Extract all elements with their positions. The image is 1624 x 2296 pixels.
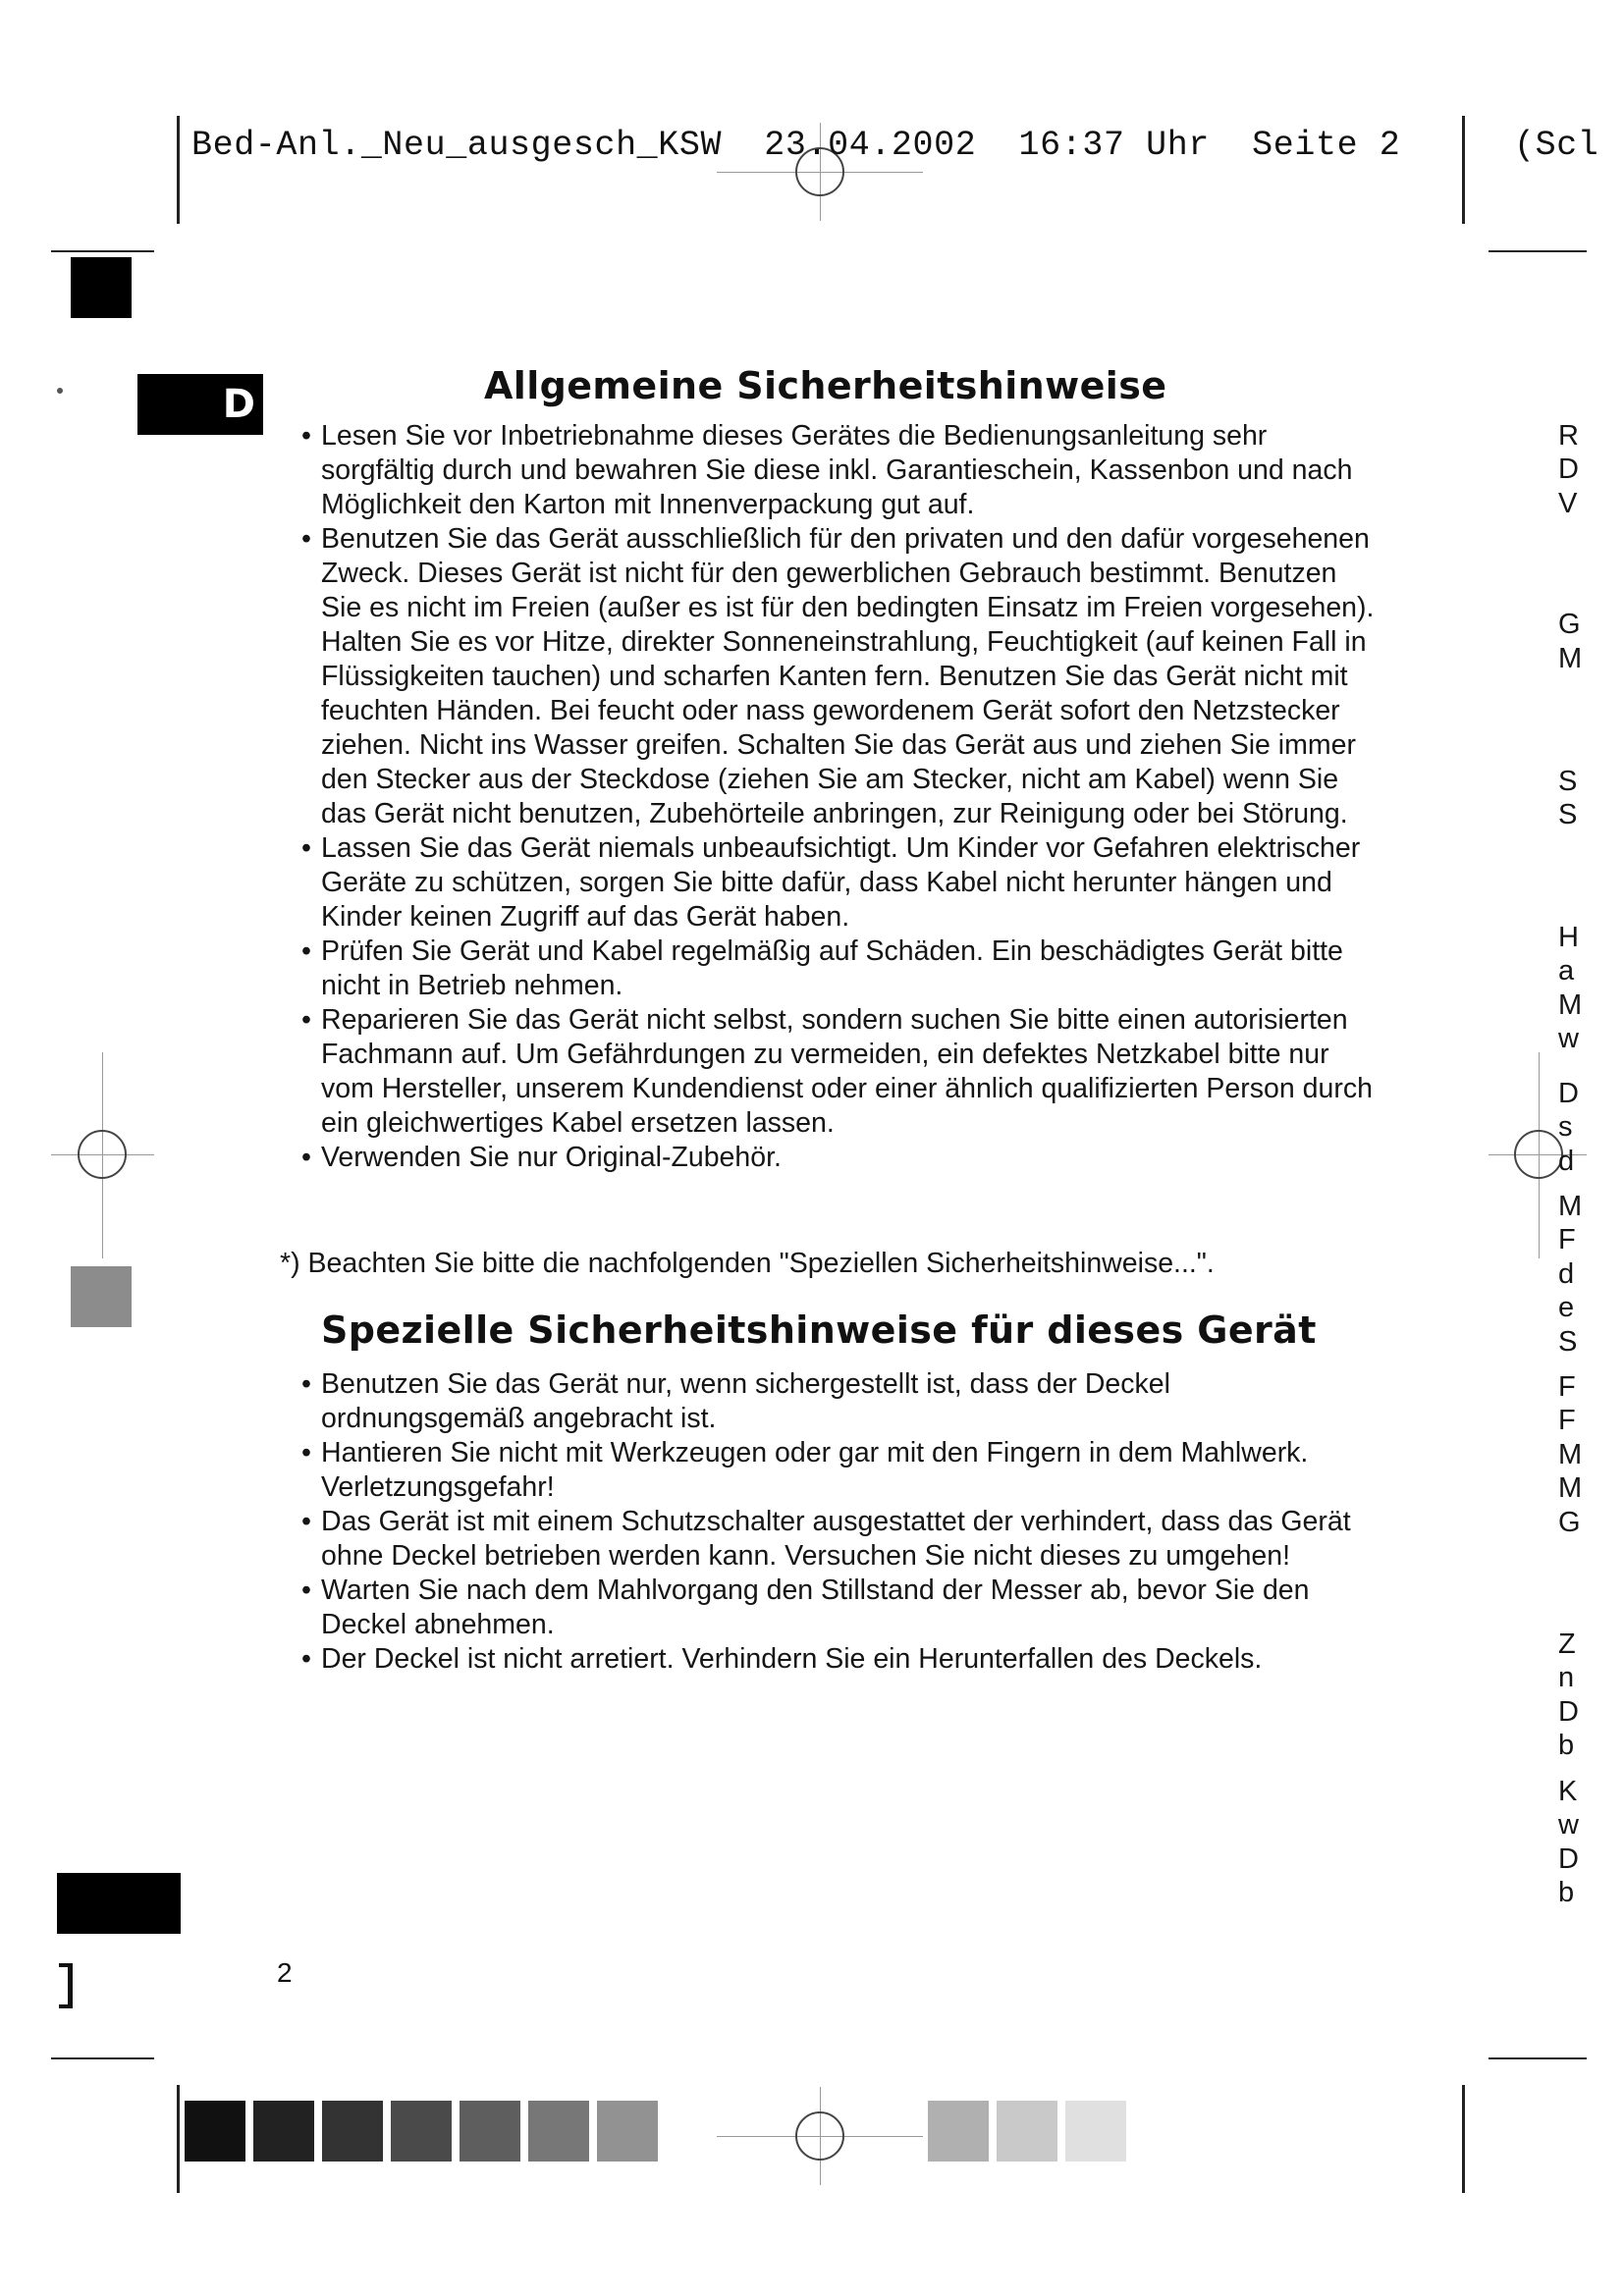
list-item: • Verwenden Sie nur Original-Zubehör. (280, 1141, 1375, 1175)
edge-mark-left (57, 388, 63, 394)
color-swatch (928, 2101, 989, 2162)
next-page-fragment: w (1558, 1023, 1579, 1054)
next-page-fragment: M (1558, 989, 1583, 1021)
crop-mark-bottom-left-vertical (177, 2085, 180, 2193)
black-marker-top (71, 257, 132, 318)
color-swatch (322, 2101, 383, 2162)
crop-mark-top-left-vertical (177, 116, 180, 224)
page-number: 2 (277, 1957, 293, 1988)
list-item: • Benutzen Sie das Gerät ausschließlich für den privaten und den dafür vorgesehenen Zweck. Dieses Gerät ist nicht für den gewerblichen Gebrauch bestimmt. Benutzen Sie es nicht im Freien (außer es ist für den bedingten Einsatz im Freien vorgesehen). Halten Sie es vor Hitze, direkter Sonneneinstrahlung, Feuchtigkeit (auf keinen Fall in Flüssigkeiten tauchen) und scharfen Kanten fern. Benutzen Sie das Gerät nicht mit feuchten Händen. Bei feucht oder nass gewordenem Gerät sofort den Netzstecker ziehen. Nicht ins Wasser greifen. Schalten Sie das Gerät aus und ziehen Sie immer den Stecker aus der Steckdose (ziehen Sie am Stecker, nicht am Kabel) wenn Sie das Gerät nicht benutzen, Zubehörteile anbringen, zur Reinigung oder bei Störung. (280, 522, 1375, 831)
next-page-fragment: e (1558, 1292, 1575, 1323)
color-swatch (391, 2101, 452, 2162)
next-page-fragment: H (1558, 922, 1579, 953)
gray-marker (71, 1266, 132, 1327)
section-device-safety-list (280, 1367, 1375, 1677)
color-swatch (185, 2101, 245, 2162)
next-page-fragment: n (1558, 1662, 1575, 1693)
next-page-fragment: K (1558, 1776, 1578, 1807)
list-item: • Lassen Sie das Gerät niemals unbeaufsichtigt. Um Kinder vor Gefahren elektrischer Geräte zu schützen, sorgen Sie bitte dafür, dass Kabel nicht herunter hängen und Kinder keinen Zugriff auf das Gerät haben. (280, 831, 1375, 934)
color-swatch (460, 2101, 520, 2162)
list-item: • Prüfen Sie Gerät und Kabel regelmäßig auf Schäden. Ein beschädigtes Gerät bitte nicht in Betrieb nehmen. (280, 934, 1375, 1003)
list-item: • Hantieren Sie nicht mit Werkzeugen oder gar mit den Fingern in dem Mahlwerk. Verletzungsgefahr! (280, 1436, 1375, 1505)
print-slug: Bed-Anl._Neu_ausgesch_KSW 23.04.2002 16:37 Uhr Seite 2 (191, 126, 1401, 165)
next-page-fragment: d (1558, 1258, 1575, 1290)
next-page-fragment: V (1558, 488, 1578, 519)
next-page-fragment: S (1558, 1326, 1578, 1358)
next-page-fragment: M (1558, 1191, 1583, 1222)
color-swatch (1065, 2101, 1126, 2162)
section-device-safety-title: Spezielle Sicherheitshinweise für dieses Gerät (321, 1308, 1317, 1352)
next-page-fragment: R (1558, 420, 1579, 452)
next-page-fragment: d (1558, 1146, 1575, 1177)
crop-mark-bottom-right-vertical (1462, 2085, 1465, 2193)
color-swatch (997, 2101, 1057, 2162)
next-page-fragment: F (1558, 1224, 1576, 1255)
color-swatch (253, 2101, 314, 2162)
crop-mark-top-right-vertical (1462, 116, 1465, 224)
registration-mark-right (1514, 1130, 1563, 1179)
black-marker-bottom (57, 1873, 181, 1934)
next-page-fragment: F (1558, 1371, 1576, 1403)
edge-bracket-left (59, 1963, 73, 2008)
list-item: • Reparieren Sie das Gerät nicht selbst, sondern suchen Sie bitte einen autorisierten Fachmann auf. Um Gefährdungen zu vermeiden, ein defektes Netzkabel bitte nur vom Hersteller, unserem Kundendienst oder einer ähnlich qualifizierten Person durch ein gleichwertiges Kabel ersetzen lassen. (280, 1003, 1375, 1141)
list-item: • Der Deckel ist nicht arretiert. Verhindern Sie ein Herunterfallen des Deckels. (280, 1642, 1375, 1677)
language-tab (137, 374, 263, 435)
crop-mark-top-left-horizontal (51, 250, 154, 252)
list-item: • Warten Sie nach dem Mahlvorgang den Stillstand der Messer ab, bevor Sie den Deckel abnehmen. (280, 1574, 1375, 1642)
next-page-fragment: D (1558, 1696, 1579, 1728)
next-page-fragment: b (1558, 1877, 1575, 1908)
registration-mark-bottom (795, 2111, 844, 2161)
next-page-fragment: M (1558, 643, 1583, 674)
next-page-fragment: G (1558, 609, 1581, 640)
language-tab-letter: D (222, 382, 255, 427)
color-swatch (597, 2101, 658, 2162)
next-page-fragment: F (1558, 1405, 1576, 1436)
next-page-fragment: S (1558, 766, 1578, 797)
registration-mark-left (78, 1130, 127, 1179)
print-slug-fragment: (Scl (1514, 126, 1599, 165)
next-page-fragment: M (1558, 1439, 1583, 1470)
next-page-fragment: s (1558, 1111, 1573, 1143)
next-page-fragment: a (1558, 955, 1575, 987)
next-page-fragment: M (1558, 1472, 1583, 1504)
next-page-fragment: Z (1558, 1629, 1576, 1660)
next-page-fragment: D (1558, 1843, 1579, 1875)
next-page-fragment: G (1558, 1507, 1581, 1538)
crop-mark-top-right-horizontal (1489, 250, 1587, 252)
next-page-fragment: w (1558, 1809, 1579, 1841)
list-item: • Lesen Sie vor Inbetriebnahme dieses Gerätes die Bedienungsanleitung sehr sorgfältig durch und bewahren Sie diese inkl. Garantieschein, Kassenbon und nach Möglichkeit den Karton mit Innenverpackung gut auf. (280, 419, 1375, 522)
next-page-fragment: b (1558, 1730, 1575, 1761)
list-item: • Benutzen Sie das Gerät nur, wenn sichergestellt ist, dass der Deckel ordnungsgemäß angebracht ist. (280, 1367, 1375, 1436)
crop-mark-bottom-left-horizontal (51, 2057, 154, 2059)
section-general-safety-title: Allgemeine Sicherheitshinweise (484, 364, 1167, 407)
section-general-safety-list (280, 419, 1375, 1175)
list-item: • Das Gerät ist mit einem Schutzschalter ausgestattet der verhindert, dass das Gerät ohne Deckel betrieben werden kann. Versuchen Sie nicht dieses zu umgehen! (280, 1505, 1375, 1574)
next-page-fragment: D (1558, 454, 1579, 485)
next-page-fragment: D (1558, 1078, 1579, 1109)
color-swatch (528, 2101, 589, 2162)
special-safety-note: *) Beachten Sie bitte die nachfolgenden "Speziellen Sicherheitshinweise...". (280, 1248, 1215, 1279)
next-page-fragment: S (1558, 799, 1578, 830)
crop-mark-bottom-right-horizontal (1489, 2057, 1587, 2059)
